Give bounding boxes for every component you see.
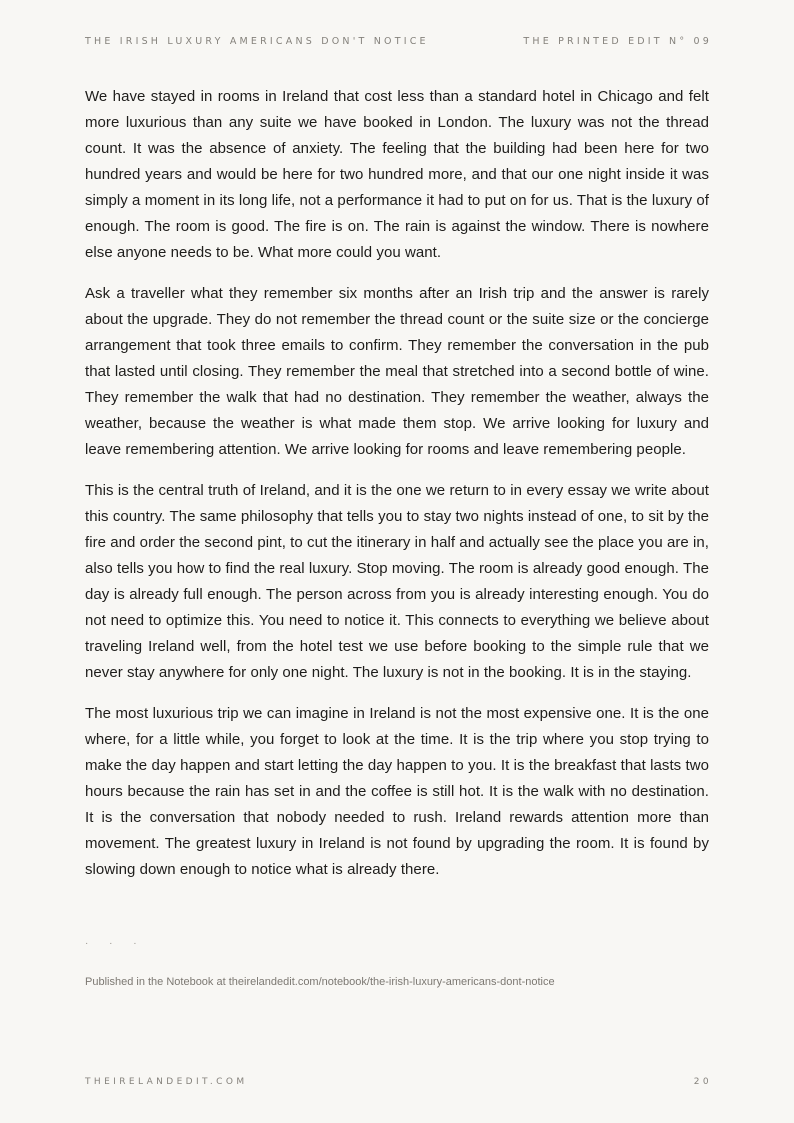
section-ornament: · · · [85,938,146,949]
body-paragraph: The most luxurious trip we can imagine in Ireland is not the most expensive one. It is the one where, for a little while, you forget to look at the time. It is the trip where you stop trying to make the day happen and start letting the day happen to you. It is the breakfast that lasts two hours because the rain has set in and the coffee is still hot. It is the walk with no destination. It is the conversation that nobody needed to rush. Ireland rewards attention more than movement. The greatest luxury in Ireland is not found by upgrading the room. It is found by slowing down enough to notice what is already there. [85,705,709,878]
body-paragraph: This is the central truth of Ireland, and it is the one we return to in every essay we write about this country. The same philosophy that tells you to stay two nights instead of one, to sit by the fire and order the second pint, to cut the itinerary in half and actually see the place you are in, also tells you how to find the real luxury. Stop moving. The room is already good enough. The day is already full enough. The person across from you is already interesting enough. You do not need to optimize this. You need to notice it. This connects to everything we believe about traveling Ireland well, from the hotel test we use before booking to the simple rule that we never stay anywhere for only one night. The luxury is not in the booking. It is in the staying. [85,482,709,681]
publication-note: Published in the Notebook at theirelandedit.com/notebook/the-irish-luxury-americans-dont-notice [85,976,555,988]
document-page [85,0,712,1123]
page-number: 20 [693,1077,712,1087]
site-url: THEIRELANDEDIT.COM [85,1077,248,1087]
body-paragraph: We have stayed in rooms in Ireland that cost less than a standard hotel in Chicago and felt more luxurious than any suite we have booked in London. The luxury was not the thread count. It was the absence of anxiety. The feeling that the building had been here for two hundred years and would be here for two hundred more, and that our one night inside it was simply a moment in its long life, not a performance it had to put on for us. That is the luxury of enough. The room is good. The fire is on. The rain is against the window. There is nowhere else anyone needs to be. What more could you want. [85,88,709,261]
running-header [85,36,712,50]
edition-label: THE PRINTED EDIT N° 09 [523,36,712,47]
article-body [85,84,709,898]
article-title: THE IRISH LUXURY AMERICANS DON'T NOTICE [85,36,429,47]
body-paragraph: Ask a traveller what they remember six months after an Irish trip and the answer is rarely about the upgrade. They do not remember the thread count or the suite size or the concierge arrangement that took three emails to confirm. They remember the conversation in the pub that lasted until closing. They remember the meal that stretched into a second bottle of wine. They remember the walk that had no destination. They remember the weather, always the weather, because the weather is what made them stop. We arrive looking for luxury and leave remembering attention. We arrive looking for rooms and leave remembering people. [85,285,709,458]
